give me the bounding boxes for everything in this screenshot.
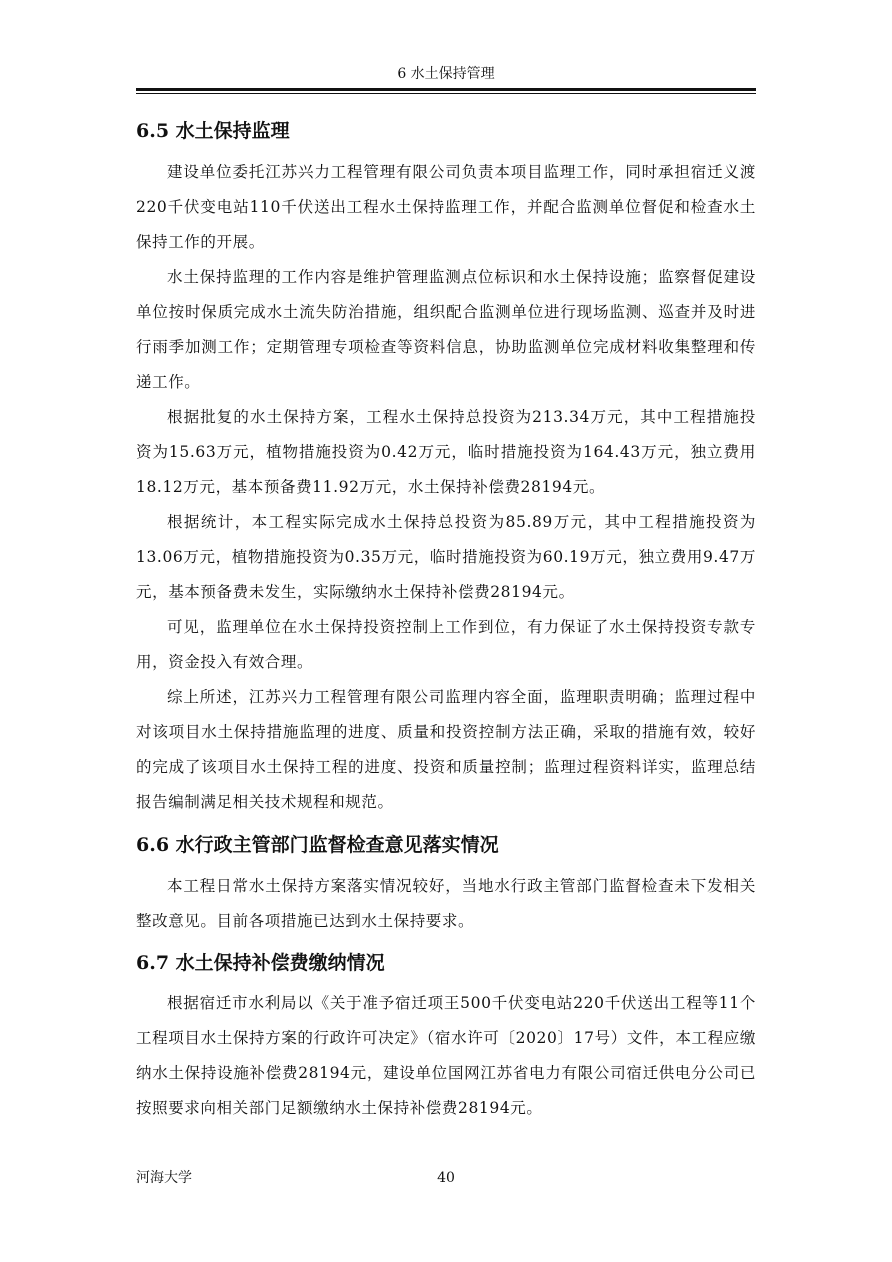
header-rule-thin xyxy=(136,93,756,94)
paragraph: 根据批复的水土保持方案，工程水土保持总投资为213.34万元，其中工程措施投资为15.63万元，植物措施投资为0.42万元，临时措施投资为164.43万元，独立费用18.12万元，基本预备费11.92万元，水土保持补偿费28194元。 xyxy=(136,408,756,496)
footer-institution: 河海大学 xyxy=(136,1170,192,1186)
paragraph: 根据宿迁市水利局以《关于准予宿迁项王500千伏变电站220千伏送出工程等11个工程项目水土保持方案的行政许可决定》（宿水许可〔2020〕17号）文件，本工程应缴纳水土保持设施补偿费28194元，建设单位国网江苏省电力有限公司宿迁供电分公司已按照要求向相关部门足额缴纳水土保持补偿费28194元。 xyxy=(136,994,756,1117)
page-number: 40 xyxy=(437,1170,455,1186)
running-header: 6 水土保持管理 xyxy=(397,66,495,82)
section-heading-6-5: 6.5 水土保持监理 xyxy=(136,120,290,142)
section-heading-6-6: 6.6 水行政主管部门监督检查意见落实情况 xyxy=(136,834,499,856)
paragraph: 根据统计，本工程实际完成水土保持总投资为85.89万元，其中工程措施投资为13.06万元，植物措施投资为0.35万元，临时措施投资为60.19万元，独立费用9.47万元，基本预备费未发生，实际缴纳水土保持补偿费28194元。 xyxy=(136,513,756,601)
section-heading-6-7: 6.7 水土保持补偿费缴纳情况 xyxy=(136,952,385,974)
paragraph: 建设单位委托江苏兴力工程管理有限公司负责本项目监理工作，同时承担宿迁义渡220千伏变电站110千伏送出工程水土保持监理工作，并配合监测单位督促和检查水土保持工作的开展。 xyxy=(136,163,756,251)
paragraph: 水土保持监理的工作内容是维护管理监测点位标识和水土保持设施；监察督促建设单位按时保质完成水土流失防治措施，组织配合监测单位进行现场监测、巡查并及时进行雨季加测工作；定期管理专项检查等资料信息，协助监测单位完成材料收集整理和传递工作。 xyxy=(136,268,756,391)
paragraph: 综上所述，江苏兴力工程管理有限公司监理内容全面，监理职责明确；监理过程中对该项目水土保持措施监理的进度、质量和投资控制方法正确，采取的措施有效，较好的完成了该项目水土保持工程的进度、投资和质量控制；监理过程资料详实，监理总结报告编制满足相关技术规程和规范。 xyxy=(136,688,756,811)
header-rule-thick xyxy=(136,88,756,91)
paragraph: 可见，监理单位在水土保持投资控制上工作到位，有力保证了水土保持投资专款专用，资金投入有效合理。 xyxy=(136,618,756,671)
paragraph: 本工程日常水土保持方案落实情况较好，当地水行政主管部门监督检查未下发相关整改意见。目前各项措施已达到水土保持要求。 xyxy=(136,877,756,930)
